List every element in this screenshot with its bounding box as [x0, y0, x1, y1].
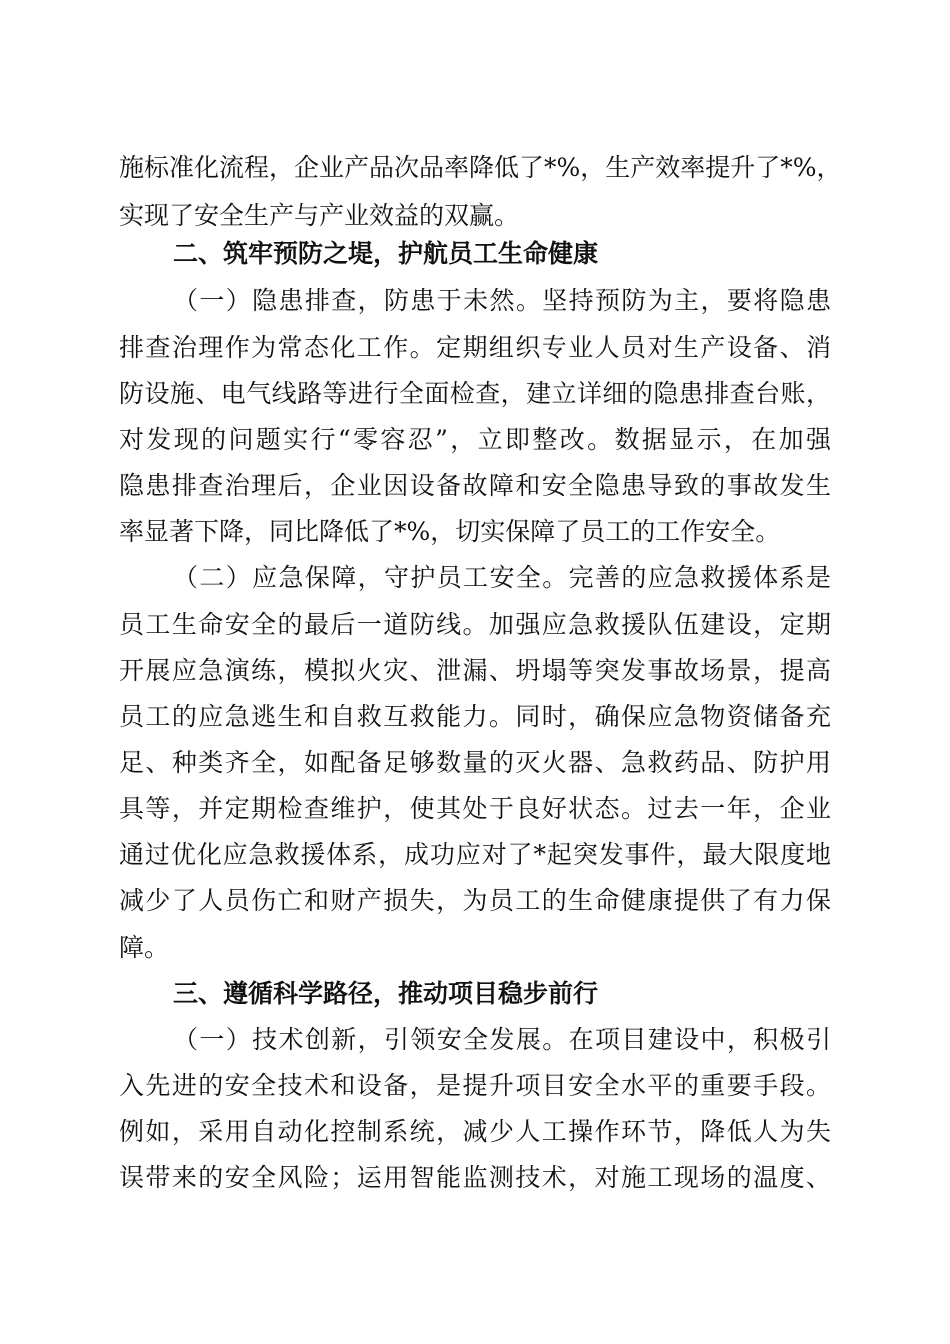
paragraph-line: （一）隐患排查，防患于未然。坚持预防为主，要将隐患 — [173, 286, 831, 315]
paragraph-line: 足、种类齐全，如配备足够数量的灭火器、急救药品、防护用 — [119, 748, 831, 777]
paragraph-line: 员工生命安全的最后一道防线。加强应急救援队伍建设，定期 — [119, 610, 831, 639]
paragraph-line: 障。 — [119, 933, 170, 962]
paragraph-line: （一）技术创新，引领安全发展。在项目建设中，积极引 — [173, 1025, 831, 1054]
paragraph-line: 对发现的问题实行“零容忍”，立即整改。数据显示，在加强 — [119, 425, 831, 454]
paragraph-line: 防设施、电气线路等进行全面检查，建立详细的隐患排查台账， — [119, 379, 831, 408]
paragraph-line: 排查治理作为常态化工作。定期组织专业人员对生产设备、消 — [119, 333, 831, 362]
paragraph-line: 误带来的安全风险；运用智能监测技术，对施工现场的温度、 — [119, 1163, 831, 1192]
paragraph-line: 通过优化应急救援体系，成功应对了*起突发事件，最大限度地 — [119, 840, 831, 869]
paragraph-line: 减少了人员伤亡和财产损失，为员工的生命健康提供了有力保 — [119, 886, 831, 915]
paragraph-line: 实现了安全生产与产业效益的双赢。 — [119, 201, 520, 230]
paragraph-line: 具等，并定期检查维护，使其处于良好状态。过去一年，企业 — [119, 794, 831, 823]
paragraph-line: 施标准化流程，企业产品次品率降低了*%，生产效率提升了*%， — [119, 153, 842, 182]
paragraph-line: 率显著下降，同比降低了*%，切实保障了员工的工作安全。 — [119, 517, 781, 546]
paragraph-line: （二）应急保障，守护员工安全。完善的应急救援体系是 — [173, 563, 831, 592]
paragraph-line: 入先进的安全技术和设备，是提升项目安全水平的重要手段。 — [119, 1071, 831, 1100]
paragraph-line: 员工的应急逃生和自救互救能力。同时，确保应急物资储备充 — [119, 702, 831, 731]
section-heading-2: 二、筑牢预防之堤，护航员工生命健康 — [173, 239, 599, 268]
section-heading-3: 三、遵循科学路径，推动项目稳步前行 — [173, 979, 599, 1008]
paragraph-line: 例如，采用自动化控制系统，减少人工操作环节，降低人为失 — [119, 1117, 831, 1146]
paragraph-line: 隐患排查治理后，企业因设备故障和安全隐患导致的事故发生 — [119, 471, 831, 500]
paragraph-line: 开展应急演练，模拟火灾、泄漏、坍塌等突发事故场景，提高 — [119, 656, 831, 685]
